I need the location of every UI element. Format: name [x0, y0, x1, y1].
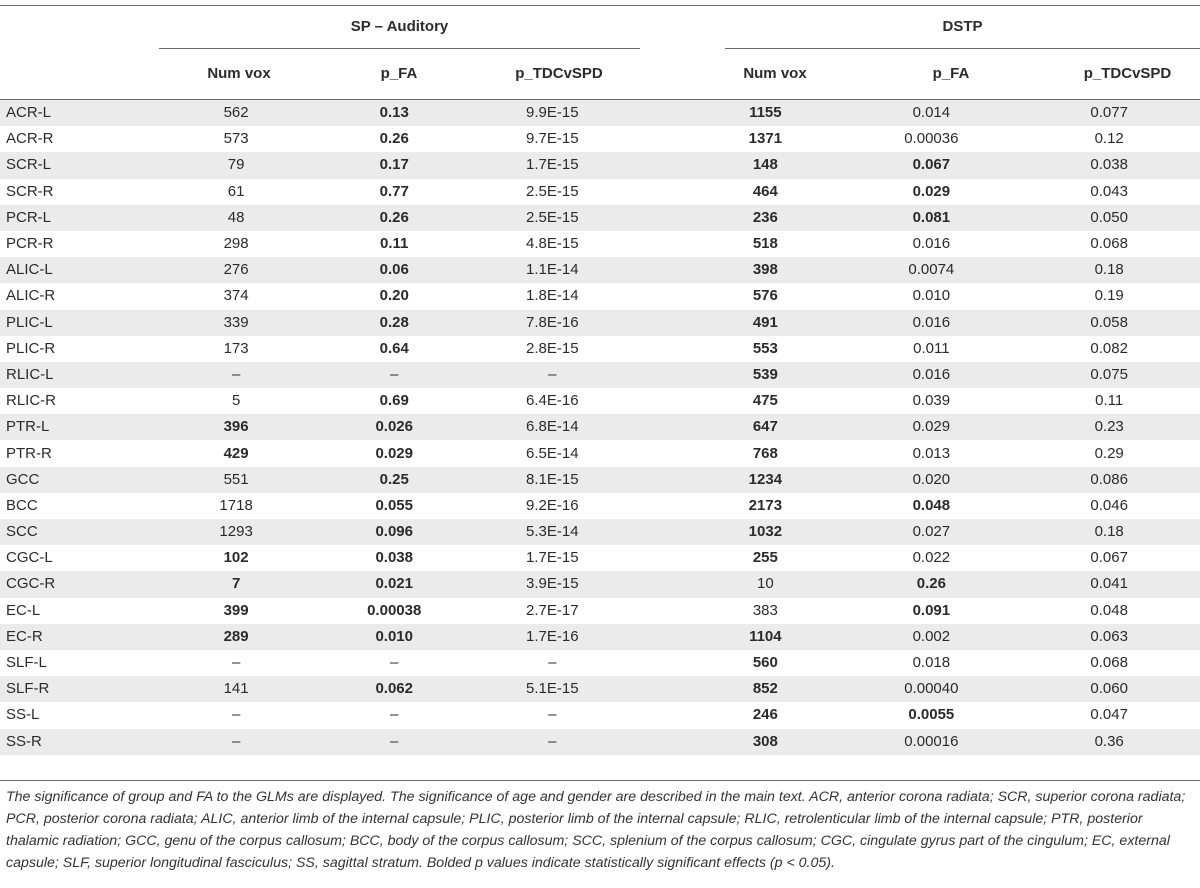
dstp-num-vox: 1155: [686, 100, 844, 126]
column-gap: [631, 414, 686, 440]
column-gap: [631, 650, 686, 676]
table-row: [0, 336, 1200, 362]
sp-num-vox: 562: [157, 100, 315, 126]
sp-p-tdc: 1.7E-16: [473, 624, 631, 650]
sp-p-fa: –: [390, 706, 399, 724]
table-row: [0, 100, 1200, 126]
row-label: RLIC-R: [6, 392, 57, 410]
table-row: [0, 257, 1200, 283]
dstp-p-fa: 0.091: [912, 601, 951, 619]
sp-p-tdc: 3.9E-15: [473, 571, 631, 597]
row-label: SCC: [0, 519, 157, 545]
column-gap: [631, 676, 686, 702]
sp-p-tdc: 9.2E-16: [526, 496, 579, 514]
sp-p-fa: 0.11: [380, 235, 409, 253]
column-gap: [631, 493, 686, 519]
dstp-p-tdc: 0.048: [1090, 601, 1128, 619]
dstp-num-vox: 2173: [748, 496, 783, 514]
top-rule: [0, 5, 1200, 6]
sp-p-fa: –: [390, 654, 399, 672]
row-label: CGC-L: [6, 549, 53, 567]
sp-p-fa: 0.26: [315, 205, 473, 231]
table-row: [0, 650, 1200, 676]
group-underline-dstp: [725, 48, 1200, 49]
dstp-p-tdc: 0.050: [1018, 205, 1200, 231]
dstp-num-vox: 246: [752, 706, 778, 724]
bottom-rule: [0, 780, 1200, 781]
sp-num-vox: 573: [223, 130, 249, 148]
dstp-p-fa: 0.00016: [844, 729, 1018, 755]
sp-p-tdc: 2.7E-17: [526, 601, 579, 619]
table-row: [0, 179, 1200, 205]
dstp-p-fa: 0.048: [912, 496, 951, 514]
row-label: PCR-L: [0, 205, 157, 231]
column-gap: [631, 336, 686, 362]
col-header-sp-p-fa: p_FA: [380, 65, 418, 82]
dstp-num-vox: 491: [686, 310, 844, 336]
dstp-p-fa: 0.081: [844, 205, 1018, 231]
data-table: [0, 100, 1200, 755]
dstp-p-fa: 0.010: [912, 287, 951, 305]
table-row: [0, 283, 1200, 309]
sp-p-fa: 0.64: [379, 339, 409, 357]
sp-num-vox: 173: [223, 339, 249, 357]
sp-num-vox: 79: [157, 152, 315, 178]
dstp-p-tdc: 0.082: [1090, 339, 1128, 357]
sp-p-fa: 0.021: [315, 571, 473, 597]
sp-num-vox: 48: [157, 205, 315, 231]
row-label: PLIC-L: [0, 310, 157, 336]
dstp-p-fa: 0.018: [912, 654, 951, 672]
row-label: PTR-R: [6, 444, 52, 462]
col-header-dstp-num-vox: Num vox: [743, 65, 807, 82]
dstp-p-fa: 0.26: [844, 571, 1018, 597]
dstp-num-vox: 553: [752, 339, 778, 357]
sp-p-fa: 0.055: [375, 496, 413, 514]
dstp-p-tdc: 0.12: [1094, 130, 1124, 148]
sp-p-fa: 0.69: [379, 392, 409, 410]
dstp-num-vox: 255: [752, 549, 778, 567]
dstp-p-fa: 0.039: [912, 392, 951, 410]
column-gap: [631, 624, 686, 650]
dstp-num-vox: 576: [752, 287, 778, 305]
column-gap: [631, 310, 686, 336]
dstp-num-vox: 1104: [686, 624, 844, 650]
dstp-p-tdc: 0.047: [1090, 706, 1128, 724]
dstp-p-tdc: 0.19: [1094, 287, 1124, 305]
group-header-dstp: DSTP: [942, 18, 983, 35]
sp-p-fa: 0.13: [315, 100, 473, 126]
table-row: [0, 414, 1200, 440]
col-header-dstp-p-tdc: p_TDCvSPD: [1083, 65, 1172, 82]
col-header-sp-num-vox: Num vox: [207, 65, 271, 82]
sp-num-vox: 399: [223, 601, 249, 619]
table-row: [0, 205, 1200, 231]
sp-p-fa: 0.26: [379, 130, 409, 148]
row-label: EC-L: [6, 601, 41, 619]
row-label: ACR-R: [6, 130, 54, 148]
table-row: [0, 598, 1200, 624]
sp-p-tdc: 6.5E-14: [526, 444, 579, 462]
dstp-num-vox: 539: [686, 362, 844, 388]
dstp-num-vox: 518: [752, 235, 778, 253]
group-underline-sp: [159, 48, 640, 49]
dstp-num-vox: 852: [686, 676, 844, 702]
dstp-num-vox: 464: [752, 182, 778, 200]
dstp-p-tdc: 0.063: [1018, 624, 1200, 650]
sp-p-fa: 0.00038: [367, 601, 422, 619]
row-label: ALIC-L: [0, 257, 157, 283]
row-label: PCR-R: [6, 235, 54, 253]
dstp-p-fa: 0.002: [844, 624, 1018, 650]
sp-num-vox: –: [231, 706, 241, 724]
dstp-num-vox: 398: [686, 257, 844, 283]
sp-num-vox: –: [157, 362, 315, 388]
sp-num-vox: 7: [157, 571, 315, 597]
sp-num-vox: 276: [157, 257, 315, 283]
dstp-p-tdc: 0.18: [1018, 257, 1200, 283]
table-row: [0, 467, 1200, 493]
sp-num-vox: 551: [157, 467, 315, 493]
sp-p-tdc: 1.1E-14: [473, 257, 631, 283]
dstp-p-tdc: 0.038: [1018, 152, 1200, 178]
dstp-num-vox: 148: [686, 152, 844, 178]
dstp-p-tdc: 0.36: [1018, 729, 1200, 755]
dstp-p-fa: 0.016: [912, 235, 951, 253]
dstp-p-tdc: 0.058: [1018, 310, 1200, 336]
dstp-num-vox: 560: [752, 654, 778, 672]
sp-num-vox: 374: [223, 287, 249, 305]
sp-p-fa: 0.062: [315, 676, 473, 702]
sp-p-tdc: –: [548, 706, 557, 724]
column-gap: [631, 283, 686, 309]
dstp-p-fa: 0.020: [844, 467, 1018, 493]
sp-p-fa: 0.20: [379, 287, 409, 305]
dstp-num-vox: 1234: [686, 467, 844, 493]
sp-num-vox: 61: [227, 182, 245, 200]
table-row: [0, 493, 1200, 519]
sp-p-fa: 0.28: [315, 310, 473, 336]
sp-p-fa: 0.038: [375, 549, 413, 567]
column-gap: [631, 126, 686, 152]
sp-num-vox: –: [157, 729, 315, 755]
sp-num-vox: 289: [157, 624, 315, 650]
sp-num-vox: 298: [223, 235, 249, 253]
dstp-p-fa: 0.013: [912, 444, 951, 462]
dstp-p-fa: 0.014: [844, 100, 1018, 126]
table-row: [0, 545, 1200, 571]
column-gap: [631, 440, 686, 466]
dstp-num-vox: 768: [752, 444, 778, 462]
row-label: GCC: [0, 467, 157, 493]
sp-p-tdc: 2.8E-15: [526, 339, 579, 357]
table-row: [0, 571, 1200, 597]
sp-p-tdc: 1.8E-14: [526, 287, 579, 305]
sp-p-tdc: 4.8E-15: [526, 235, 579, 253]
sp-p-fa: 0.06: [315, 257, 473, 283]
sp-p-fa: 0.029: [375, 444, 413, 462]
sp-p-tdc: 5.3E-14: [473, 519, 631, 545]
sp-p-tdc: 6.8E-14: [473, 414, 631, 440]
dstp-p-tdc: 0.041: [1018, 571, 1200, 597]
column-gap: [631, 702, 686, 728]
dstp-p-tdc: 0.046: [1090, 496, 1128, 514]
table-row: [0, 729, 1200, 755]
dstp-p-fa: 0.029: [844, 414, 1018, 440]
dstp-p-tdc: 0.29: [1094, 444, 1124, 462]
dstp-p-tdc: 0.11: [1095, 392, 1124, 410]
column-gap: [631, 519, 686, 545]
dstp-num-vox: 308: [686, 729, 844, 755]
column-gap: [631, 152, 686, 178]
sp-p-fa: –: [315, 362, 473, 388]
dstp-p-fa: 0.029: [912, 182, 951, 200]
dstp-p-fa: 0.011: [913, 339, 950, 357]
sp-p-fa: 0.17: [315, 152, 473, 178]
dstp-num-vox: 1371: [748, 130, 783, 148]
sp-num-vox: 339: [157, 310, 315, 336]
row-label: BCC: [6, 496, 38, 514]
sp-p-tdc: –: [548, 654, 557, 672]
row-label: SS-L: [6, 706, 40, 724]
table-row: [0, 676, 1200, 702]
dstp-p-tdc: 0.068: [1090, 235, 1128, 253]
row-label: SLF-L: [6, 654, 47, 672]
row-label: RLIC-L: [0, 362, 157, 388]
dstp-p-tdc: 0.060: [1018, 676, 1200, 702]
dstp-num-vox: 10: [686, 571, 844, 597]
row-label: PLIC-R: [6, 339, 56, 357]
column-gap: [631, 545, 686, 571]
sp-p-tdc: 1.7E-15: [473, 152, 631, 178]
sp-num-vox: 141: [157, 676, 315, 702]
sp-num-vox: 1718: [219, 496, 253, 514]
column-gap: [631, 362, 686, 388]
column-gap: [631, 205, 686, 231]
sp-num-vox: 5: [231, 392, 241, 410]
sp-p-tdc: 5.1E-15: [473, 676, 631, 702]
table-row: [0, 440, 1200, 466]
column-gap: [631, 388, 686, 414]
table-row: [0, 624, 1200, 650]
sp-num-vox: 429: [223, 444, 249, 462]
sp-num-vox: 102: [223, 549, 249, 567]
column-gap: [631, 467, 686, 493]
column-gap: [631, 598, 686, 624]
sp-p-tdc: 9.7E-15: [526, 130, 579, 148]
table-row: [0, 362, 1200, 388]
sp-p-tdc: 2.5E-15: [473, 205, 631, 231]
row-label: SS-R: [0, 729, 157, 755]
sp-p-tdc: 8.1E-15: [473, 467, 631, 493]
table-row: [0, 388, 1200, 414]
dstp-num-vox: 647: [686, 414, 844, 440]
sp-num-vox: 396: [157, 414, 315, 440]
sp-num-vox: –: [231, 654, 241, 672]
dstp-num-vox: 236: [686, 205, 844, 231]
sp-p-tdc: 6.4E-16: [526, 392, 579, 410]
dstp-p-fa: 0.067: [844, 152, 1018, 178]
row-label: ALIC-R: [6, 287, 56, 305]
sp-p-fa: 0.096: [315, 519, 473, 545]
row-label: PTR-L: [0, 414, 157, 440]
dstp-p-fa: 0.0074: [844, 257, 1018, 283]
row-label: SCR-R: [6, 182, 54, 200]
col-header-sp-p-tdc: p_TDCvSPD: [515, 65, 603, 82]
sp-num-vox: 1293: [157, 519, 315, 545]
sp-p-fa: 0.026: [315, 414, 473, 440]
sp-p-fa: –: [315, 729, 473, 755]
table-row: [0, 126, 1200, 152]
column-gap: [631, 100, 686, 126]
sp-p-fa: 0.77: [379, 182, 409, 200]
row-label: SLF-R: [0, 676, 157, 702]
sp-p-tdc: 9.9E-15: [473, 100, 631, 126]
sp-p-fa: 0.25: [315, 467, 473, 493]
row-label: EC-R: [0, 624, 157, 650]
dstp-p-tdc: 0.23: [1018, 414, 1200, 440]
sp-p-tdc: –: [473, 362, 631, 388]
sp-p-tdc: –: [473, 729, 631, 755]
dstp-p-tdc: 0.075: [1018, 362, 1200, 388]
dstp-num-vox: 1032: [686, 519, 844, 545]
dstp-p-fa: 0.016: [844, 362, 1018, 388]
table-row: [0, 152, 1200, 178]
dstp-p-fa: 0.027: [844, 519, 1018, 545]
sp-p-tdc: 1.7E-15: [526, 549, 579, 567]
col-header-dstp-p-fa: p_FA: [932, 65, 970, 82]
dstp-p-tdc: 0.068: [1090, 654, 1128, 672]
dstp-p-tdc: 0.18: [1018, 519, 1200, 545]
table-footnote: The significance of group and FA to the GLMs are displayed. The significance of age and gender are described in the main text. ACR, anterior corona radiata; SCR, superior corona radiata; PCR, posterior corona radiata; ALIC, anterior limb of the internal capsule; PLIC, posterior limb of the internal capsule; RLIC, retrolenticular limb of the internal capsule; PTR, posterior thalamic radiation; GCC, genu of the corpus callosum; BCC, body of the corpus callosum; SCC, splenium of the corpus callosum; CGC, cingulate gyrus part of the cingulum; EC, external capsule; SLF, superior longitudinal fasciculus; SS, sagittal stratum. Bolded p values indicate statistically significant effects (p < 0.05).: [6, 789, 1186, 871]
dstp-p-fa: 0.016: [844, 310, 1018, 336]
table-row: [0, 702, 1200, 728]
row-label: CGC-R: [0, 571, 157, 597]
column-gap: [631, 729, 686, 755]
table-row: [0, 519, 1200, 545]
column-gap: [631, 231, 686, 257]
dstp-p-fa: 0.0055: [908, 706, 955, 724]
dstp-num-vox: 383: [752, 601, 778, 619]
sp-p-fa: 0.010: [315, 624, 473, 650]
row-label: ACR-L: [0, 100, 157, 126]
dstp-p-tdc: 0.077: [1018, 100, 1200, 126]
sp-p-tdc: 7.8E-16: [473, 310, 631, 336]
sp-p-tdc: 2.5E-15: [526, 182, 579, 200]
group-header-sp-auditory: SP – Auditory: [350, 18, 449, 35]
dstp-p-tdc: 0.086: [1018, 467, 1200, 493]
column-gap: [631, 571, 686, 597]
column-gap: [631, 179, 686, 205]
dstp-num-vox: 475: [752, 392, 778, 410]
dstp-p-fa: 0.00040: [844, 676, 1018, 702]
dstp-p-fa: 0.022: [912, 549, 951, 567]
dstp-p-fa: 0.00036: [904, 130, 959, 148]
table-row: [0, 310, 1200, 336]
column-gap: [631, 257, 686, 283]
row-label: SCR-L: [0, 152, 157, 178]
dstp-p-tdc: 0.067: [1090, 549, 1128, 567]
table-row: [0, 231, 1200, 257]
dstp-p-tdc: 0.043: [1090, 182, 1128, 200]
